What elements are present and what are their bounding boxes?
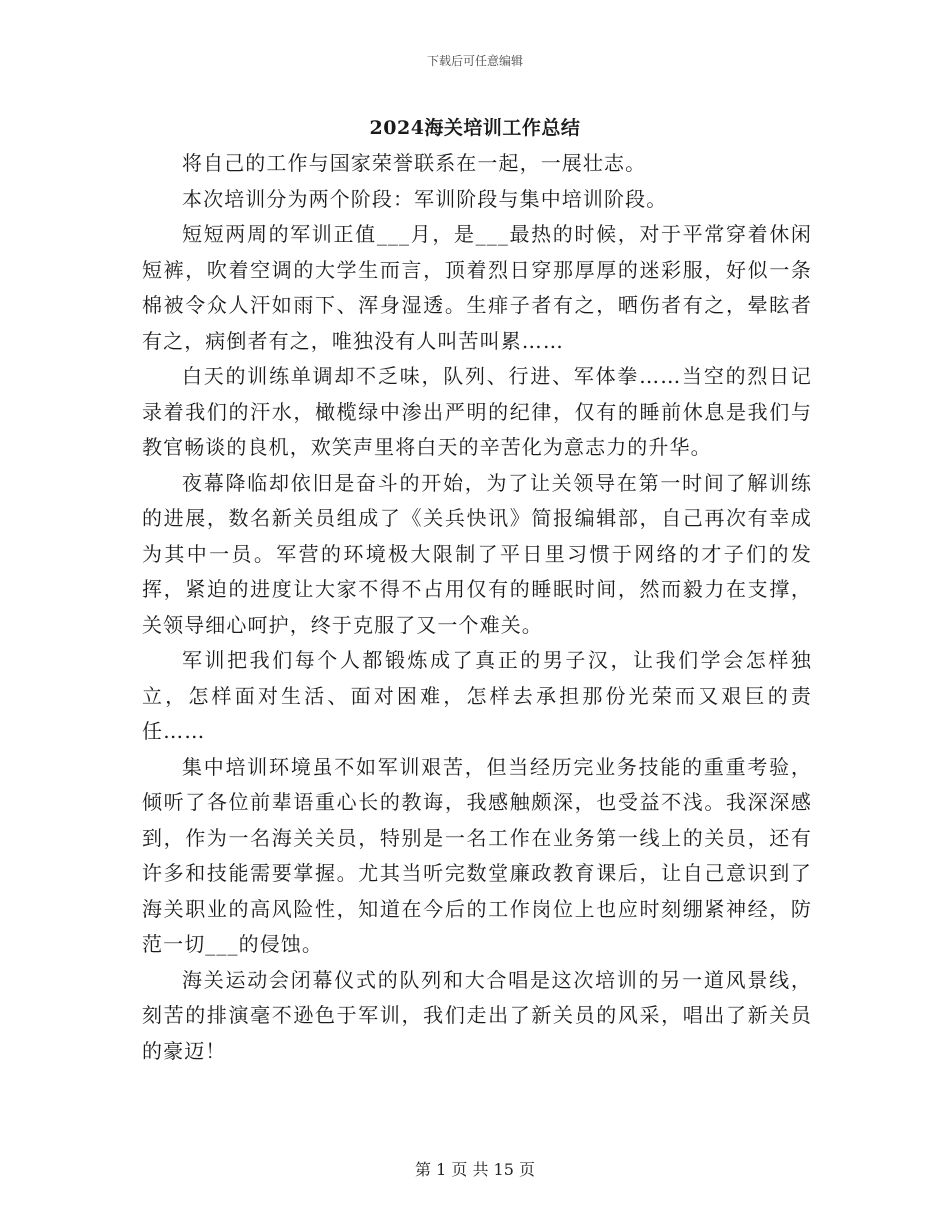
download-note: 下载后可任意编辑	[426, 54, 523, 68]
paragraph: 集中培训环境虽不如军训艰苦，但当经历完业务技能的重重考验，倾听了各位前辈语重心长的教诲，我感触颇深，也受益不浅。我深深感到，作为一名海关关员，特别是一名工作在业务第一线上的关员，还有许多和技能需要掌握。尤其当听完数堂廉政教育课后，让自己意识到了海关职业的高风险性，知道在今后的工作岗位上也应时刻绷紧神经，防范一切___的侵蚀。	[142, 754, 812, 956]
document-body	[142, 146, 812, 1069]
paragraph: 军训把我们每个人都锻炼成了真正的男子汉，让我们学会怎样独立，怎样面对生活、面对困难，怎样去承担那份光荣而又艰巨的责任……	[142, 648, 812, 743]
paragraph: 海关运动会闭幕仪式的队列和大合唱是这次培训的另一道风景线，刻苦的排演毫不逊色于军训，我们走出了新关员的风采，唱出了新关员的豪迈！	[142, 967, 812, 1063]
paragraph: 夜幕降临却依旧是奋斗的开始，为了让关领导在第一时间了解训练的进展，数名新关员组成了《关兵快讯》简报编辑部，自己再次有幸成为其中一员。军营的环境极大限制了平日里习惯于网络的才子们的发挥，紧迫的进度让大家不得不占用仅有的睡眠时间，然而毅力在支撑，关领导细心呵护，终于克服了又一个难关。	[142, 470, 812, 637]
paragraph: 白天的训练单调却不乏味，队列、行进、军体拳……当空的烈日记录着我们的汗水，橄榄绿中渗出严明的纪律，仅有的睡前休息是我们与教官畅谈的良机，欢笑声里将白天的辛苦化为意志力的升华。	[142, 364, 812, 459]
paragraph: 短短两周的军训正值___月，是___最热的时候，对于平常穿着休闲短裤，吹着空调的大学生而言，顶着烈日穿那厚厚的迷彩服，好似一条棉被令众人汗如雨下、浑身湿透。生痱子者有之，晒伤者有之，晕眩者有之，病倒者有之，唯独没有人叫苦叫累……	[142, 222, 812, 353]
paragraph: 将自己的工作与国家荣誉联系在一起，一展壮志。	[182, 151, 647, 175]
document-title: 2024海关培训工作总结	[369, 117, 581, 139]
paragraph: 本次培训分为两个阶段：军训阶段与集中培训阶段。	[182, 186, 668, 211]
page-number: 第 1 页 共 15 页	[415, 1160, 535, 1179]
